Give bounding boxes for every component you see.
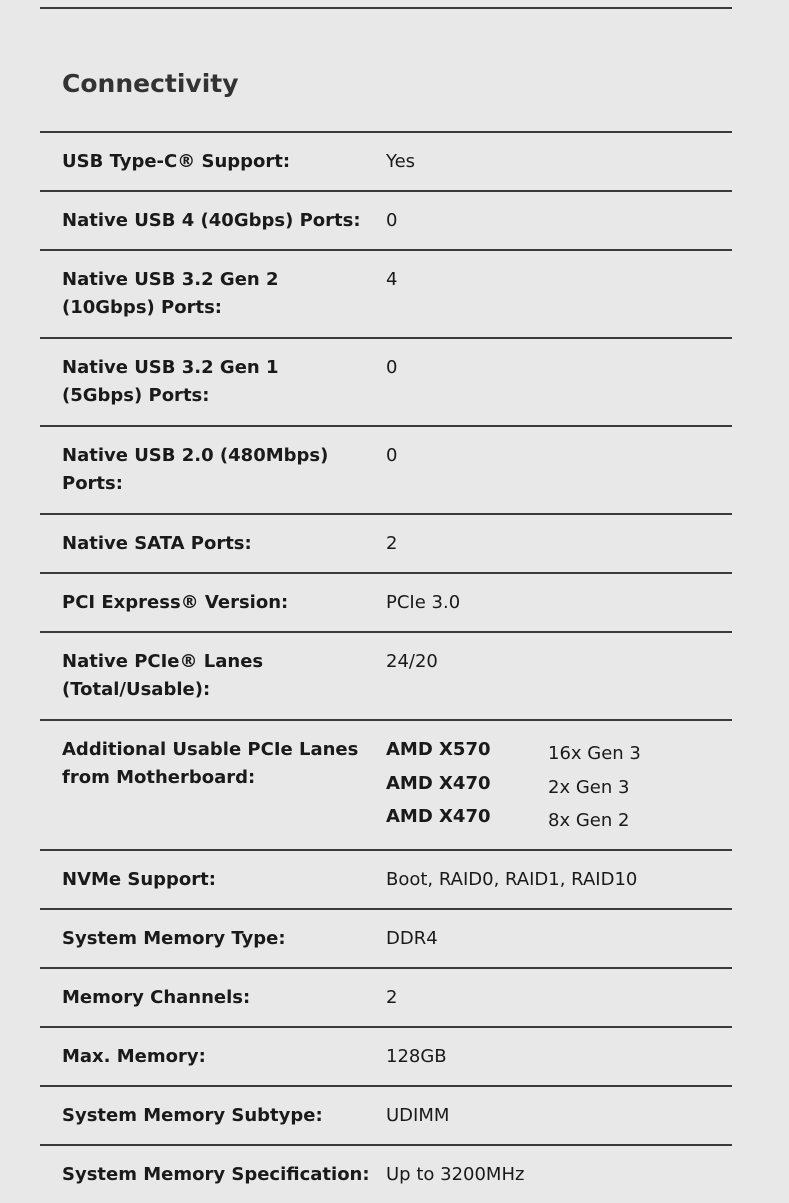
spec-value: DDR4 [386,928,438,949]
spec-row-sata-ports [40,513,732,572]
spec-label: NVMe Support: [62,869,216,890]
lane-item [386,770,706,804]
spec-value: 4 [386,269,398,290]
spec-label: System Memory Specification: [62,1164,370,1185]
spec-value: 2 [386,987,398,1008]
spec-value: 128GB [386,1046,447,1067]
spec-row-nvme-support [40,849,732,908]
spec-row-memory-specification [40,1144,732,1203]
spec-row-usb-type-c [40,131,732,190]
spec-label: Native USB 3.2 Gen 1 (5Gbps) Ports: [62,357,279,406]
spec-value: 0 [386,357,398,378]
spec-label: Additional Usable PCIe Lanes from Motherboard: [62,739,359,788]
top-divider [40,7,732,9]
spec-row-max-memory [40,1026,732,1085]
spec-row-usb20-ports [40,425,732,513]
section-title: Connectivity [62,69,239,98]
lane-item [386,736,706,770]
spec-label: System Memory Subtype: [62,1105,323,1126]
spec-value: UDIMM [386,1105,450,1126]
lane-chipset: AMD X570 [386,739,491,760]
spec-value: 0 [386,445,398,466]
spec-table [40,131,732,1203]
spec-label: PCI Express® Version: [62,592,289,613]
spec-value: 2 [386,533,398,554]
spec-row-memory-subtype [40,1085,732,1144]
lane-chipset: AMD X470 [386,806,491,827]
spec-row-pci-express-version [40,572,732,631]
lane-config: 16x Gen 3 [548,743,641,764]
spec-row-additional-pcie-lanes [40,719,732,849]
spec-label: Native USB 3.2 Gen 2 (10Gbps) Ports: [62,269,279,318]
spec-row-usb32-gen1-ports [40,337,732,425]
spec-value: 24/20 [386,651,438,672]
spec-label: Max. Memory: [62,1046,206,1067]
spec-value: Boot, RAID0, RAID1, RAID10 [386,869,638,890]
lane-config: 8x Gen 2 [548,810,630,831]
spec-label: USB Type-C® Support: [62,151,291,172]
spec-value: Up to 3200MHz [386,1164,525,1185]
spec-row-native-pcie-lanes [40,631,732,719]
spec-label: Native SATA Ports: [62,533,252,554]
lane-chipset: AMD X470 [386,772,491,794]
spec-value: 0 [386,210,398,231]
spec-row-memory-type [40,908,732,967]
spec-row-usb32-gen2-ports [40,249,732,337]
spec-label: System Memory Type: [62,928,286,949]
spec-label: Memory Channels: [62,987,251,1008]
spec-label: Native USB 2.0 (480Mbps) Ports: [62,445,329,494]
spec-value: PCIe 3.0 [386,592,461,613]
spec-label: Native PCIe® Lanes (Total/Usable): [62,651,264,700]
spec-label: Native USB 4 (40Gbps) Ports: [62,210,361,231]
lane-config: 2x Gen 3 [548,776,630,798]
spec-row-memory-channels [40,967,732,1026]
spec-value: Yes [386,151,416,172]
spec-row-usb4-ports [40,190,732,249]
lane-item [386,803,706,837]
lane-list [386,736,706,837]
